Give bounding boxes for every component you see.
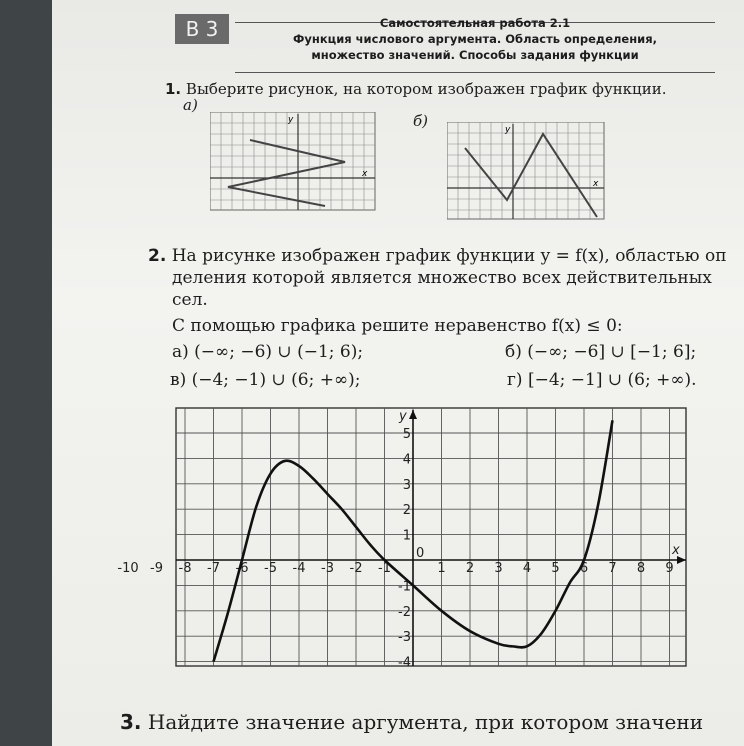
graph-a-y-label: y	[288, 115, 294, 125]
task3-number: 3.	[120, 710, 142, 734]
task1-number: 1.	[165, 80, 182, 98]
y-tick-label: 1	[402, 528, 411, 544]
x-tick-label: 4	[522, 561, 532, 576]
work-title: Самостоятельная работа 2.1	[379, 16, 571, 30]
x-tick-label: -7	[207, 561, 220, 576]
x-tick-label: 2	[465, 561, 475, 576]
work-subtitle-2: множество значений. Способы задания функции	[311, 48, 639, 62]
variant-badge: В 3	[175, 14, 229, 44]
task2-line4: С помощью графика решите неравенство f(x) ≤ 0:	[172, 316, 623, 336]
answer-option-b: б) (−∞; −6] ∪ [−1; 6];	[505, 342, 697, 362]
task2-line1: На рисунке изображен график функции y = f(x), областью оп	[171, 246, 727, 266]
answer-option-a: а) (−∞; −6) ∪ (−1; 6);	[172, 342, 364, 362]
y-tick-label: 5	[402, 427, 411, 442]
task1-label-b: б)	[413, 112, 429, 130]
y-axis-arrow	[409, 410, 417, 419]
task3-text: Найдите значение аргумента, при котором значени	[147, 710, 704, 734]
x-tick-label: -1	[378, 561, 391, 576]
y-tick-label: 3	[402, 477, 411, 493]
work-subtitle-1: Функция числового аргумента. Область определения,	[293, 32, 657, 46]
x-tick-label: -8	[178, 561, 192, 576]
y-tick-label: -3	[398, 630, 411, 646]
task3-row	[120, 710, 703, 734]
graph-b-x-label: x	[593, 179, 599, 189]
y-tick-label: -2	[398, 604, 411, 620]
x-tick-label: 6	[579, 561, 589, 576]
x-tick-label: -9	[150, 561, 163, 576]
y-axis-label: y	[399, 409, 407, 424]
graph-b-y-label: y	[505, 125, 511, 135]
x-tick-label: -10	[117, 561, 139, 576]
y-tick-label: 2	[402, 503, 411, 519]
x-tick-label: -4	[292, 561, 306, 576]
x-tick-label: -2	[349, 561, 363, 576]
graph-a-x-label: x	[362, 169, 368, 179]
x-tick-label: 7	[608, 561, 617, 576]
task1-label-a: а)	[183, 96, 198, 114]
task2-line3: сел.	[172, 290, 208, 310]
x-axis-label: x	[672, 543, 680, 558]
x-tick-label: -5	[264, 561, 277, 576]
task1-text: Выберите рисунок, на котором изображен график функции.	[185, 80, 667, 98]
task2-number: 2.	[148, 246, 167, 266]
x-tick-label: 3	[494, 561, 503, 576]
x-tick-label: 5	[551, 561, 560, 576]
origin-label: 0	[416, 546, 425, 561]
x-tick-label: -3	[321, 561, 334, 576]
x-tick-label: -6	[235, 561, 249, 576]
y-tick-label: -1	[398, 579, 411, 595]
x-tick-label: 9	[665, 561, 674, 576]
task2-line2: деления которой является множество всех действительных	[172, 268, 712, 288]
x-tick-label: 1	[437, 561, 446, 576]
y-tick-label: -4	[398, 655, 411, 671]
answer-option-v: в) (−4; −1) ∪ (6; +∞);	[170, 370, 361, 390]
x-tick-label: 8	[636, 561, 646, 576]
answer-option-g: г) [−4; −1] ∪ (6; +∞).	[507, 370, 697, 390]
y-tick-label: 4	[402, 452, 411, 468]
